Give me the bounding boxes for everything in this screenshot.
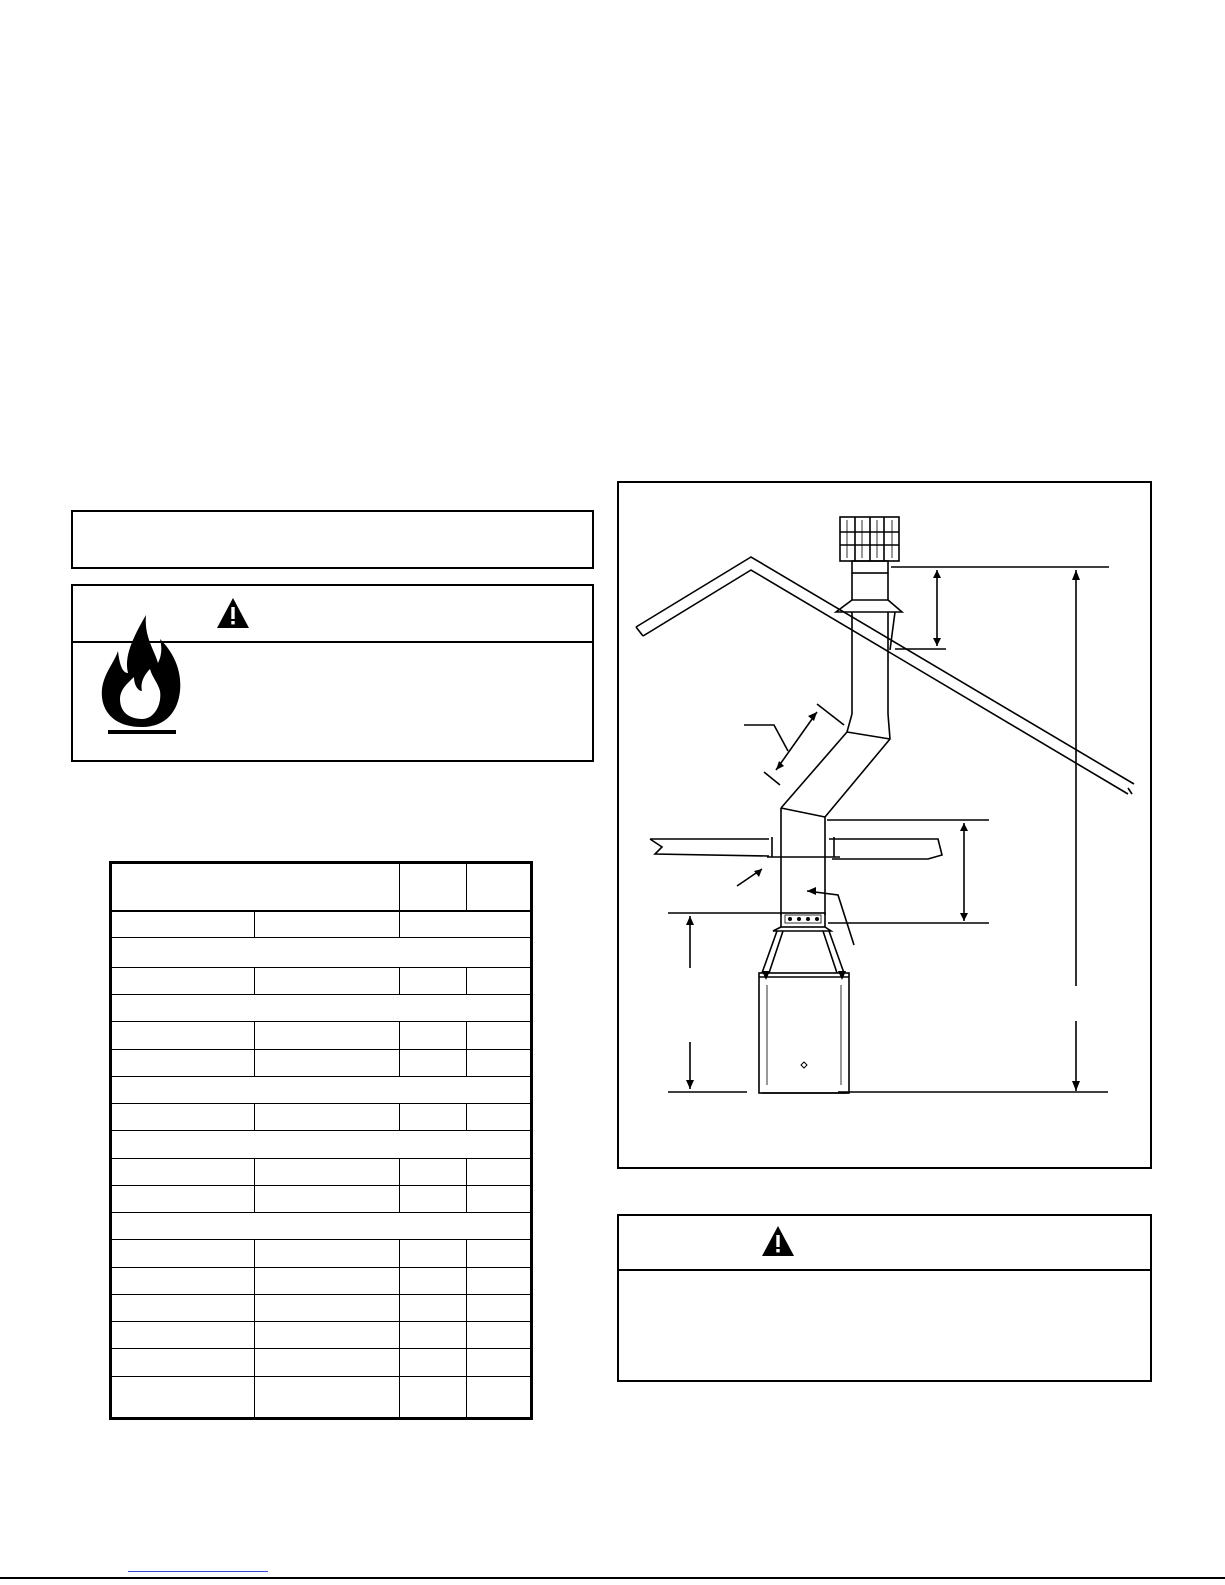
flame-icon <box>98 611 186 737</box>
notice-box <box>71 510 594 569</box>
fire-warning-box <box>71 584 594 762</box>
spec-table <box>109 861 533 1420</box>
alert-triangle-icon <box>760 1224 796 1258</box>
footer-link-underline[interactable] <box>128 1571 268 1572</box>
alert-triangle-icon <box>215 596 251 630</box>
page-bottom-rule <box>0 1577 1225 1579</box>
caution-box <box>617 1214 1152 1382</box>
caution-header-divider <box>619 1269 1150 1271</box>
vent-diagram <box>619 483 1150 1167</box>
vent-installation-figure <box>617 481 1152 1169</box>
